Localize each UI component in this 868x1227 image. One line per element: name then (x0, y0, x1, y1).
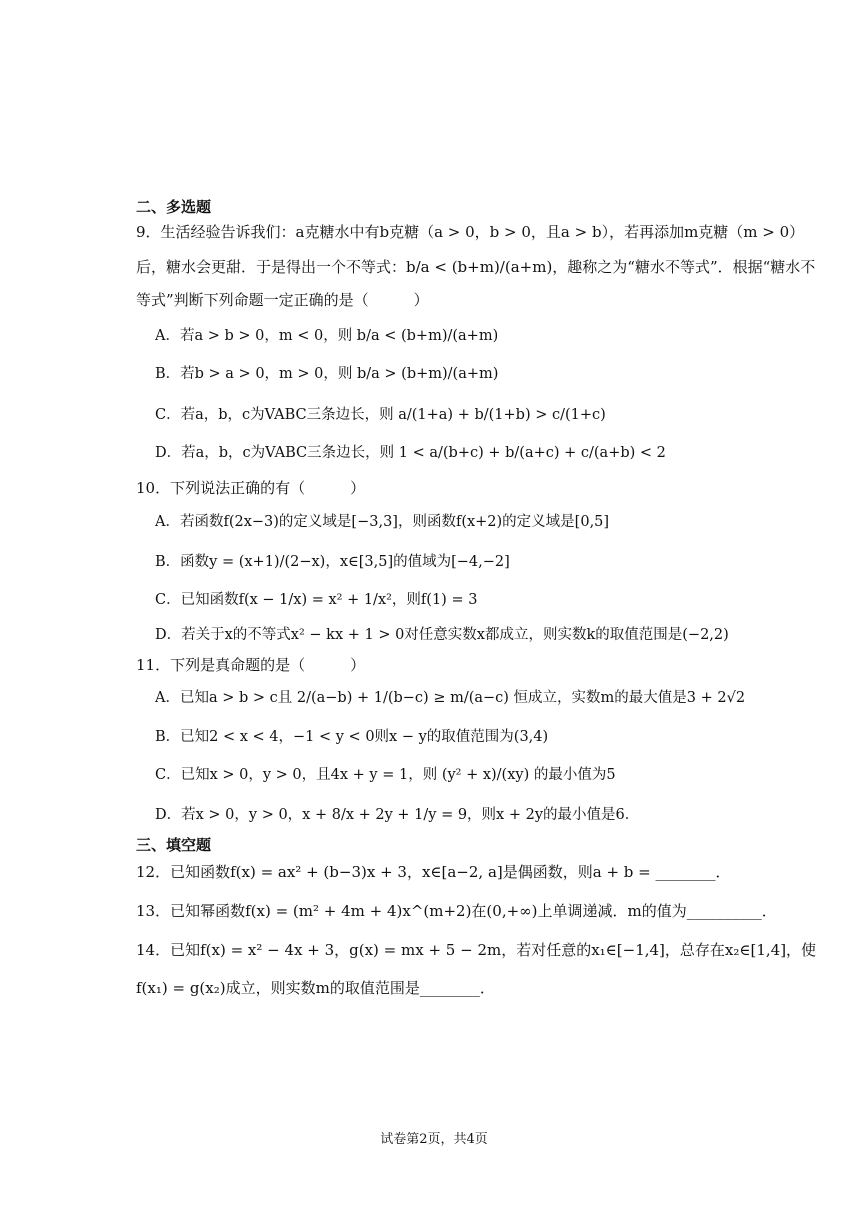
question-9-option-c: C．若a，b，c为VABC三条边长，则 a/(1+a) + b/(1+b) > c/(1+c) (155, 407, 606, 423)
question-9-option-b: B．若b > a > 0，m > 0，则 b/a > (b+m)/(a+m) (155, 366, 499, 382)
question-10-option-a: A．若函数f(2x−3)的定义域是[−3,3]，则函数f(x+2)的定义域是[0,5] (155, 514, 610, 530)
question-14-line-2: f(x₁) = g(x₂)成立，则实数m的取值范围是________． (136, 979, 495, 997)
question-10-option-c: C．已知函数f(x − 1/x) = x² + 1/x²，则f(1) = 3 (155, 592, 478, 608)
question-10-stem: 10．下列说法正确的有（ ） (136, 479, 366, 497)
question-11-option-b: B．已知2 < x < 4，−1 < y < 0则x − y的取值范围为(3,4) (155, 729, 549, 745)
question-13: 13．已知幂函数f(x) = (m² + 4m + 4)x^(m+2)在(0,+∞)上单调递减．m的值为__________． (136, 902, 777, 920)
question-11-option-d: D．若x > 0，y > 0，x + 8/x + 2y + 1/y = 9，则x + 2y的最小值是6． (155, 807, 640, 823)
question-11-option-c: C．已知x > 0，y > 0，且4x + y = 1，则 (y² + x)/(xy) 的最小值为5 (155, 767, 616, 783)
section-heading-multiple-choice: 二、多选题 (136, 198, 212, 216)
question-11-option-a: A．已知a > b > c且 2/(a−b) + 1/(b−c) ≥ m/(a−c) 恒成立，实数m的最大值是3 + 2√2 (155, 690, 746, 706)
question-9-line-3: 等式”判断下列命题一定正确的是（ ） (136, 291, 429, 309)
section-heading-fill-in: 三、填空题 (136, 836, 212, 854)
question-9-option-d: D．若a，b，c为VABC三条边长，则 1 < a/(b+c) + b/(a+c) + c/(a+b) < 2 (155, 445, 666, 461)
question-10-option-d: D．若关于x的不等式x² − kx + 1 > 0对任意实数x都成立，则实数k的取值范围是(−2,2) (155, 627, 729, 643)
question-9-line-2: 后，糖水会更甜．于是得出一个不等式：b/a < (b+m)/(a+m)，趣称之为“糖水不等式”．根据“糖水不 (136, 258, 816, 276)
question-12: 12．已知函数f(x) = ax² + (b−3)x + 3，x∈[a−2, a]是偶函数，则a + b = ________． (136, 863, 731, 881)
page-footer: 试卷第2页，共4页 (380, 1132, 488, 1147)
question-14-line-1: 14．已知f(x) = x² − 4x + 3，g(x) = mx + 5 − 2m，若对任意的x₁∈[−1,4]，总存在x₂∈[1,4]，使 (136, 941, 817, 959)
question-10-option-b: B．函数y = (x+1)/(2−x)，x∈[3,5]的值域为[−4,−2] (155, 554, 510, 570)
question-9-option-a: A．若a > b > 0，m < 0，则 b/a < (b+m)/(a+m) (155, 328, 499, 344)
question-9-line-1: 9．生活经验告诉我们：a克糖水中有b克糖（a > 0，b > 0，且a > b），若再添加m克糖（m > 0） (136, 223, 805, 241)
question-11-stem: 11．下列是真命题的是（ ） (136, 656, 366, 674)
